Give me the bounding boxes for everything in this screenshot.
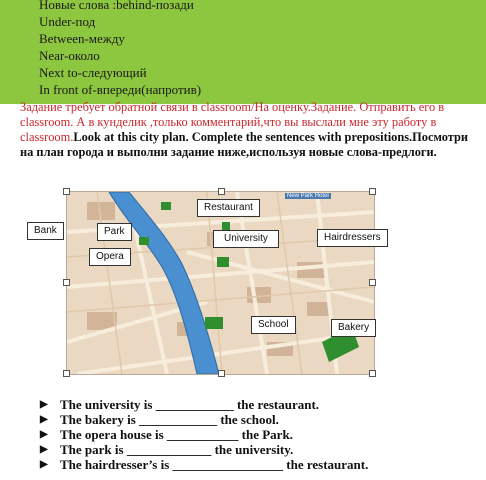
sentence-text: The park is _____________ the university. [60,442,294,457]
sentence-list [40,397,368,472]
sentence-text: The bakery is ____________ the school. [60,412,279,427]
vocab-line: Next to-следующий [39,65,147,80]
bullet-arrow-icon: ▶ [40,459,48,470]
map-graphic [67,192,374,374]
sentence-item [40,412,368,427]
vocab-line: Near-около [39,48,100,63]
map-label-bank: Bank [27,222,64,240]
sentence-text: The hairdresser’s is _________________ the restaurant. [60,457,369,472]
bullet-arrow-icon: ▶ [40,429,48,440]
sentence-item [40,397,368,412]
sentence-text: The university is ____________ the restaurant. [60,397,320,412]
sentence-text: The opera house is ___________ the Park. [60,427,293,442]
bullet-arrow-icon: ▶ [40,399,48,410]
selection-handle[interactable] [369,370,376,377]
vocab-line: Новые слова :behind-позади [39,0,194,12]
vocab-line: Under-под [39,14,96,29]
selection-handle[interactable] [218,370,225,377]
hotel-label: New Park Hotel [287,193,329,199]
map-label-restaurant: Restaurant [197,199,260,217]
map-label-school: School [251,316,296,334]
selection-handle[interactable] [218,188,225,195]
sentence-item [40,427,368,442]
map-label-opera: Opera [89,248,131,266]
task-instructions [20,100,475,160]
map-label-park: Park [97,223,132,241]
selection-handle[interactable] [63,279,70,286]
bullet-arrow-icon: ▶ [40,414,48,425]
city-plan-map [66,191,375,375]
selection-handle[interactable] [63,370,70,377]
vocab-line: In front of-впереди(напротив) [39,82,202,97]
selection-handle[interactable] [369,188,376,195]
feedback-note: Задание требует обратной связи в classroom/На оценку.Задание. Отправить его в classroom. А в кунделик ,только комментарий,что вы выслали мне эту работу в classroom. [20,100,445,144]
map-label-bakery: Bakery [331,319,376,337]
selection-handle[interactable] [369,279,376,286]
map-label-hairdressers: Hairdressers [317,229,388,247]
exercise-instruction: Look at this city plan. Complete the sentences with prepositions.Посмотри на план города и выполни задание ниже,используя новые слова-предлоги. [20,130,469,159]
sentence-item [40,442,368,457]
vocabulary-panel [0,0,486,104]
bullet-arrow-icon: ▶ [40,444,48,455]
vocab-line: Between-между [39,31,125,46]
selection-handle[interactable] [63,188,70,195]
sentence-item [40,457,368,472]
map-label-university: University [213,230,279,248]
